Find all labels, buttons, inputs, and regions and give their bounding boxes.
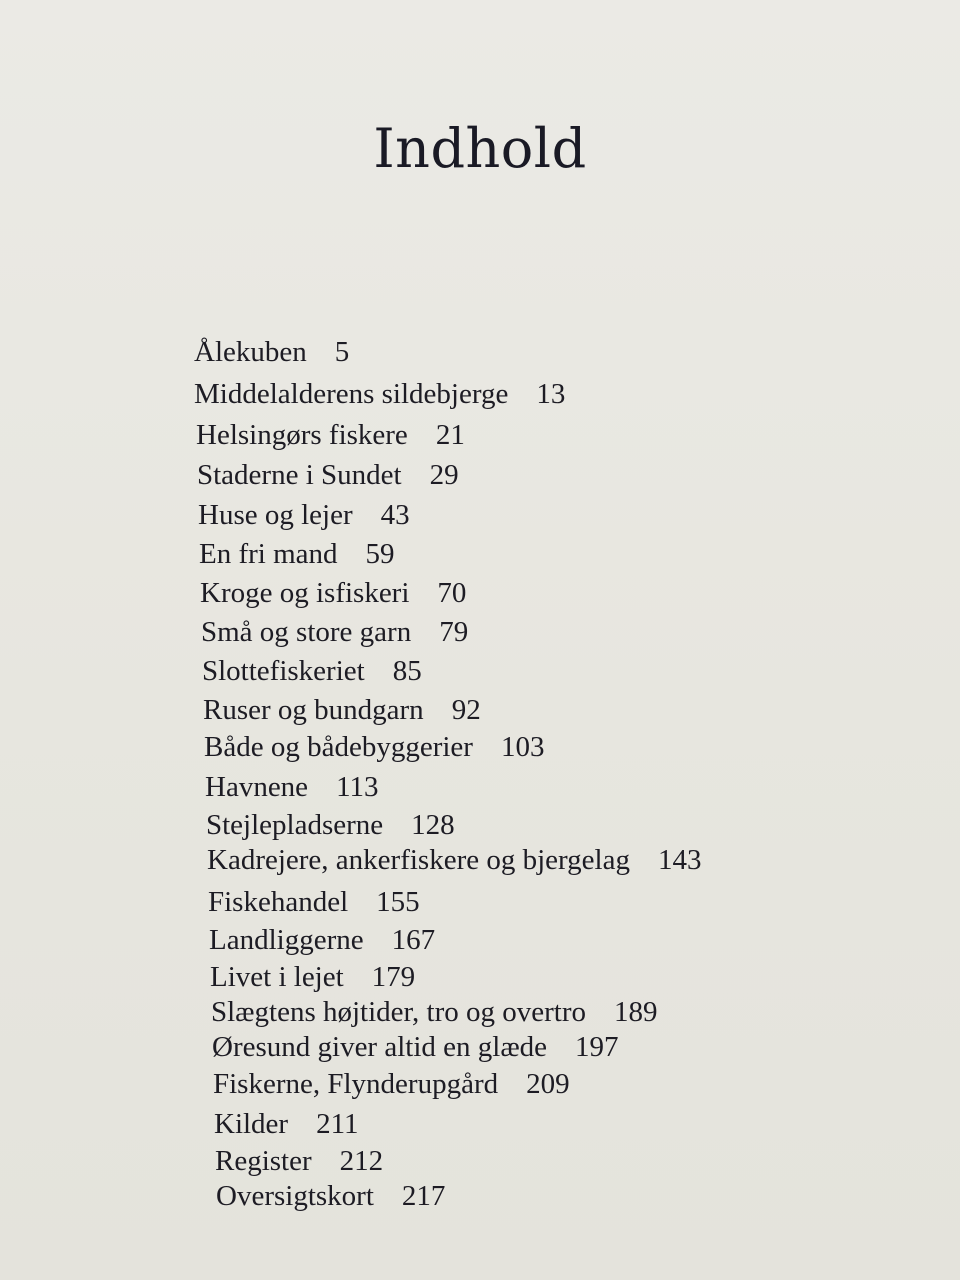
toc-entry <box>216 1182 445 1211</box>
toc-entry-page-number: 13 <box>536 378 566 410</box>
toc-entry-title: Slægtens højtider, tro og overtro <box>211 996 586 1028</box>
toc-entry-title: Stejlepladserne <box>206 809 384 841</box>
toc-entry <box>212 1033 619 1062</box>
toc-entry-title: Livet i lejet <box>210 961 344 993</box>
toc-entry-page-number: 212 <box>339 1145 384 1177</box>
toc-entry-page-number: 128 <box>411 809 455 841</box>
toc-entry-page-number: 21 <box>435 419 465 451</box>
toc-entry-page-number: 59 <box>365 538 395 570</box>
toc-entry <box>198 501 410 530</box>
toc-entry <box>215 1147 383 1176</box>
toc-entry-title: Kroge og isfiskeri <box>200 577 410 609</box>
toc-entry <box>199 540 395 569</box>
toc-entry-title: Små og store garn <box>201 616 412 648</box>
toc-entry-page-number: 29 <box>429 459 459 491</box>
toc-entry <box>209 926 435 955</box>
toc-entry-title: Ruser og bundgarn <box>203 694 424 726</box>
toc-entry-title: Slottefiskeriet <box>202 655 365 687</box>
toc-entry-title: Oversigtskort <box>216 1180 374 1212</box>
toc-entry-title: Ålekuben <box>194 336 307 368</box>
toc-entry-title: Havnene <box>205 771 309 803</box>
toc-entry-page-number: 155 <box>376 886 420 918</box>
toc-entry <box>203 696 481 725</box>
toc-entry-page-number: 197 <box>575 1031 619 1063</box>
toc-entry-title: Fiskehandel <box>208 886 349 918</box>
toc-entry-page-number: 211 <box>316 1108 359 1140</box>
toc-entry-title: Øresund giver altid en glæde <box>212 1031 548 1063</box>
toc-entry-title: Staderne i Sundet <box>197 459 402 491</box>
page-title: Indhold <box>373 117 587 180</box>
toc-entry-page-number: 209 <box>526 1068 570 1100</box>
toc-entry-title: Helsingørs fiskere <box>196 419 408 451</box>
toc-entry <box>208 888 420 917</box>
toc-entry <box>207 846 701 875</box>
toc-entry-title: Middelalderens sildebjerge <box>194 378 509 410</box>
toc-entry <box>205 773 379 802</box>
toc-entry-page-number: 189 <box>614 996 658 1028</box>
toc-entry-title: Register <box>215 1145 312 1177</box>
toc-entry-page-number: 85 <box>392 655 422 687</box>
toc-entry-page-number: 103 <box>500 731 545 763</box>
toc-entry-title: Kadrejere, ankerfiskere og bjergelag <box>207 844 630 876</box>
toc-entry-page-number: 43 <box>380 499 410 531</box>
toc-entry <box>206 811 455 840</box>
toc-entry-title: Landliggerne <box>209 924 364 956</box>
toc-entry <box>197 461 459 490</box>
toc-entry-page-number: 113 <box>336 771 379 803</box>
toc-entry-page-number: 179 <box>371 961 416 993</box>
toc-entry-page-number: 217 <box>401 1180 446 1212</box>
toc-entry <box>213 1070 570 1099</box>
toc-entry <box>211 998 658 1027</box>
toc-entry <box>202 657 422 686</box>
toc-entry <box>204 733 544 762</box>
toc-entry <box>194 380 565 409</box>
toc-entry <box>214 1110 359 1139</box>
toc-entry-title: Fiskerne, Flynderupgård <box>213 1068 499 1100</box>
toc-entry-title: En fri mand <box>199 538 338 570</box>
toc-entry <box>196 421 465 450</box>
toc-entry-title: Huse og lejer <box>198 499 353 531</box>
toc-entry-title: Kilder <box>214 1108 289 1140</box>
toc-entry-page-number: 92 <box>451 694 481 726</box>
toc-entry-page-number: 79 <box>439 616 469 648</box>
toc-entry-page-number: 167 <box>391 924 436 956</box>
toc-entry <box>201 618 468 647</box>
toc-entry <box>194 338 349 367</box>
toc-entry-page-number: 70 <box>437 577 467 609</box>
toc-entry <box>200 579 466 608</box>
toc-entry-page-number: 143 <box>657 844 702 876</box>
toc-entry <box>210 963 415 992</box>
toc-entry-title: Både og bådebyggerier <box>204 731 473 763</box>
toc-entry-page-number: 5 <box>334 336 350 368</box>
